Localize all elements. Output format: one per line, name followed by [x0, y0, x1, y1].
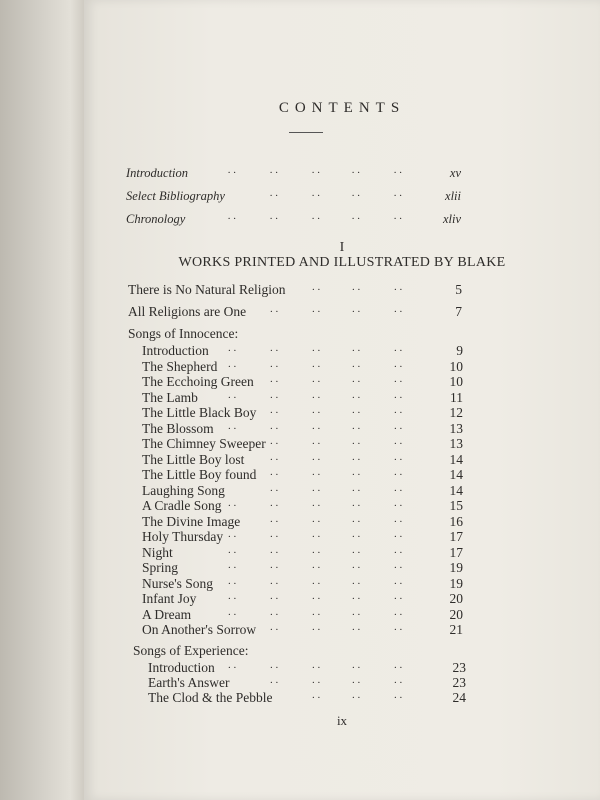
dot-leader: . . [352, 674, 361, 686]
dot-leader: . . [394, 435, 403, 447]
entry-title: A Cradle Song [142, 498, 222, 513]
dot-leader: . . [352, 466, 361, 478]
dot-leader: . . [270, 497, 279, 509]
dot-leader: . . [394, 674, 403, 686]
dot-leader: . . [270, 606, 279, 618]
dot-leader: . . [270, 404, 279, 416]
entry-page: 15 [449, 498, 463, 513]
experience-heading: Songs of Experience: [133, 643, 249, 658]
entry-title: Select Bibliography [126, 189, 225, 203]
dot-leader: . . [394, 281, 403, 293]
dot-leader: . . [394, 389, 403, 401]
entry-title: The Divine Image [142, 514, 241, 529]
dot-leader: . . [228, 575, 237, 587]
entry-page: 23 [452, 660, 466, 675]
dot-leader: . . [312, 373, 321, 385]
section-number: I [339, 240, 345, 255]
dot-leader: . . [312, 404, 321, 416]
entry-title: The Shepherd [142, 359, 218, 374]
dot-leader: . . [394, 164, 403, 176]
dot-leader: . . [270, 435, 279, 447]
entry-title: Chronology [126, 212, 186, 226]
dot-leader: . . [352, 559, 361, 571]
dot-leader: . . [228, 210, 237, 222]
entry-page: 14 [449, 467, 463, 482]
dot-leader: . . [312, 482, 321, 494]
dot-leader: . . [312, 606, 321, 618]
dot-leader: . . [352, 420, 361, 432]
dot-leader: . . [352, 404, 361, 416]
dot-leader: . . [312, 497, 321, 509]
entry-page: 17 [449, 545, 463, 560]
entry-page: 10 [449, 359, 463, 374]
dot-leader: . . [394, 303, 403, 315]
entry-page: 20 [449, 607, 463, 622]
entry-title: The Clod & the Pebble [148, 690, 273, 705]
dot-leader: . . [228, 358, 237, 370]
dot-leader: . . [312, 342, 321, 354]
dot-leader: . . [270, 621, 279, 633]
entry-title: There is No Natural Religion [128, 282, 286, 297]
entry-title: Infant Joy [142, 591, 197, 606]
dot-leader: . . [270, 482, 279, 494]
entry-page: 10 [449, 374, 463, 389]
entry-title: On Another's Sorrow [142, 622, 257, 637]
dot-leader: . . [270, 420, 279, 432]
dot-leader: . . [312, 451, 321, 463]
dot-leader: . . [394, 187, 403, 199]
dot-leader: . . [352, 689, 361, 701]
dot-leader: . . [394, 559, 403, 571]
dot-leader: . . [352, 659, 361, 671]
dot-leader: . . [312, 575, 321, 587]
dot-leader: . . [312, 590, 321, 602]
dot-leader: . . [270, 187, 279, 199]
heading-rule [289, 132, 323, 133]
entry-title: Night [142, 545, 173, 560]
dot-leader: . . [394, 528, 403, 540]
dot-leader: . . [394, 482, 403, 494]
entry-page: xliv [442, 212, 461, 226]
dot-leader: . . [312, 420, 321, 432]
dot-leader: . . [312, 513, 321, 525]
dot-leader: . . [228, 606, 237, 618]
dot-leader: . . [270, 389, 279, 401]
dot-leader: . . [352, 281, 361, 293]
entry-page: 14 [449, 483, 463, 498]
dot-leader: . . [270, 528, 279, 540]
dot-leader: . . [228, 420, 237, 432]
entry-title: The Little Boy found [142, 467, 257, 482]
section-title: WORKS PRINTED AND ILLUSTRATED BY BLAKE [178, 255, 506, 270]
entry-title: Nurse's Song [142, 576, 214, 591]
innocence-heading: Songs of Innocence: [128, 326, 239, 341]
dot-leader: . . [312, 358, 321, 370]
entry-page: 13 [449, 421, 463, 436]
dot-leader: . . [270, 590, 279, 602]
page-folio: ix [336, 713, 348, 728]
dot-leader: . . [228, 497, 237, 509]
entry-title: A Dream [142, 607, 192, 622]
dot-leader: . . [352, 513, 361, 525]
dot-leader: . . [394, 659, 403, 671]
entry-page: 14 [449, 452, 463, 467]
dot-leader: . . [352, 482, 361, 494]
dot-leader: . . [270, 559, 279, 571]
dot-leader: . . [228, 659, 237, 671]
dot-leader: . . [228, 528, 237, 540]
dot-leader: . . [352, 451, 361, 463]
entry-page: 17 [449, 529, 463, 544]
entry-title: The Lamb [142, 390, 198, 405]
dot-leader: . . [312, 187, 321, 199]
dot-leader: . . [312, 528, 321, 540]
entry-title: The Blossom [142, 421, 214, 436]
dot-leader: . . [352, 358, 361, 370]
dot-leader: . . [394, 606, 403, 618]
dot-leader: . . [352, 342, 361, 354]
dot-leader: . . [228, 559, 237, 571]
dot-leader: . . [270, 303, 279, 315]
dot-leader: . . [312, 435, 321, 447]
entry-page: xlii [445, 189, 461, 203]
dot-leader: . . [312, 659, 321, 671]
dot-leader: . . [312, 281, 321, 293]
dot-leader: . . [352, 528, 361, 540]
entry-title: Introduction [148, 660, 215, 675]
dot-leader: . . [312, 303, 321, 315]
entry-page: 12 [449, 405, 463, 420]
entry-page: 13 [449, 436, 463, 451]
dot-leader: . . [352, 544, 361, 556]
entry-page: 9 [456, 343, 463, 358]
dot-leader: . . [352, 303, 361, 315]
entry-page: 7 [455, 304, 462, 319]
entry-page: 19 [449, 576, 463, 591]
dot-leader: . . [228, 590, 237, 602]
dot-leader: . . [352, 373, 361, 385]
dot-leader: . . [270, 466, 279, 478]
dot-leader: . . [352, 187, 361, 199]
dot-leader: . . [228, 544, 237, 556]
dot-leader: . . [394, 544, 403, 556]
entry-page: 21 [449, 622, 463, 637]
entry-page: 23 [452, 675, 466, 690]
dot-leader: . . [270, 342, 279, 354]
dot-leader: . . [312, 210, 321, 222]
dot-leader: . . [352, 606, 361, 618]
entry-title: The Little Black Boy [142, 405, 257, 420]
dot-leader: . . [394, 342, 403, 354]
dot-leader: . . [312, 544, 321, 556]
entry-title: Introduction [126, 166, 189, 180]
dot-leader: . . [312, 389, 321, 401]
dot-leader: . . [228, 164, 237, 176]
entry-title: Laughing Song [142, 483, 225, 498]
dot-leader: . . [270, 575, 279, 587]
page-heading: CONTENTS [278, 100, 406, 116]
dot-leader: . . [394, 373, 403, 385]
entry-title: Holy Thursday [142, 529, 224, 544]
dot-leader: . . [352, 210, 361, 222]
dot-leader: . . [394, 621, 403, 633]
entry-page: 11 [450, 390, 463, 405]
entry-title: Introduction [142, 343, 209, 358]
dot-leader: . . [352, 389, 361, 401]
dot-leader: . . [352, 590, 361, 602]
dot-leader: . . [312, 466, 321, 478]
dot-leader: . . [394, 590, 403, 602]
dot-leader: . . [394, 451, 403, 463]
dot-leader: . . [394, 358, 403, 370]
dot-leader: . . [270, 210, 279, 222]
dot-leader: . . [394, 513, 403, 525]
dot-leader: . . [228, 342, 237, 354]
dot-leader: . . [352, 497, 361, 509]
dot-leader: . . [394, 210, 403, 222]
entry-title: The Chimney Sweeper [142, 436, 266, 451]
dot-leader: . . [270, 164, 279, 176]
dot-leader: . . [312, 164, 321, 176]
dot-leader: . . [270, 513, 279, 525]
dot-leader: . . [394, 575, 403, 587]
entry-page: 19 [449, 560, 463, 575]
dot-leader: . . [312, 621, 321, 633]
dot-leader: . . [352, 435, 361, 447]
entry-title: Earth's Answer [148, 675, 230, 690]
entry-title: The Little Boy lost [142, 452, 245, 467]
dot-leader: . . [394, 404, 403, 416]
dot-leader: . . [394, 466, 403, 478]
entry-page: 20 [449, 591, 463, 606]
dot-leader: . . [352, 575, 361, 587]
dot-leader: . . [394, 497, 403, 509]
dot-leader: . . [270, 373, 279, 385]
dot-leader: . . [312, 559, 321, 571]
entry-page: xv [449, 166, 461, 180]
entry-title: Spring [142, 560, 179, 575]
dot-leader: . . [352, 164, 361, 176]
dot-leader: . . [270, 674, 279, 686]
entry-title: All Religions are One [128, 304, 247, 319]
dot-leader: . . [270, 544, 279, 556]
dot-leader: . . [394, 420, 403, 432]
dot-leader: . . [270, 451, 279, 463]
dot-leader: . . [352, 621, 361, 633]
dot-leader: . . [228, 389, 237, 401]
dot-leader: . . [270, 358, 279, 370]
dot-leader: . . [394, 689, 403, 701]
entry-page: 24 [452, 690, 466, 705]
book-gutter [0, 0, 88, 800]
dot-leader: . . [270, 659, 279, 671]
dot-leader: . . [312, 674, 321, 686]
entry-page: 5 [455, 282, 462, 297]
entry-page: 16 [449, 514, 463, 529]
entry-title: The Ecchoing Green [142, 374, 254, 389]
dot-leader: . . [312, 689, 321, 701]
